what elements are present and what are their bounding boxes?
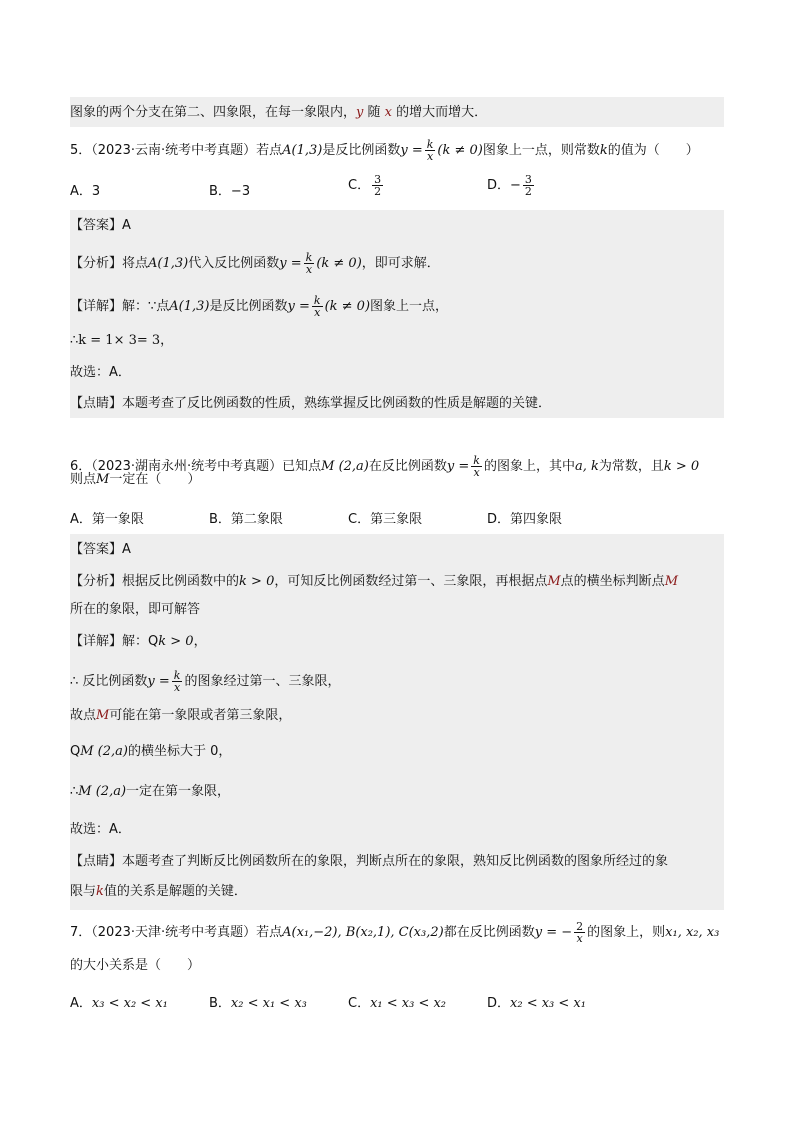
q6-analysis-line2: 所在的象限，即可解答 [70,602,201,617]
q5-opt-a-value: 3 [91,184,101,199]
q7-opt-a-value: x₃ < x₂ < x₁ [91,996,168,1011]
q7-prefix: 7．（2023·天津·统考中考真题）若点 [70,925,283,940]
q5-detail-frac-num: k [313,294,321,307]
q5-fraction [425,139,436,162]
q5-analysis-pre: 将点 [122,256,149,271]
q5-opt-d-label: D． [487,178,511,193]
q5-choose: 故选：A． [70,365,131,380]
q5-detail-fn-cond: (k ≠ 0) [324,299,371,314]
q6-answer-value: A [122,542,131,557]
q6-opt-c-label: C． [348,512,371,527]
q5-detail-tag: 【详解】 [70,299,123,314]
q5-tail: 的值为（ ） [607,143,699,158]
q5-opt-b-label: B． [209,184,231,199]
q7-opt-b-label: B． [209,996,231,1011]
q7-opt-c-label: C． [348,996,371,1011]
q6-opt-d-value: 第四象限 [510,512,563,527]
q6-d5-point: M (2,a) [78,784,127,799]
q5-comment-text: 本题考查了反比例函数的性质，熟练掌握反比例函数的性质是解题的关键． [122,396,552,411]
q7-vars: x₁, x₂, x₃ [665,925,720,940]
q6-d2-frac-num: k [173,669,181,682]
q5-opt-d-sign: − [510,178,521,193]
q6-analysis-M2: M [664,574,678,589]
q5-option-c[interactable] [348,174,385,197]
q6-option-b[interactable] [209,508,283,527]
q5-detail-fraction [312,295,323,318]
q6-d3-M: M [96,708,110,723]
q5-answer-value: A [122,218,131,233]
q5-stem [70,139,699,162]
top-line [70,103,487,123]
q5-analysis-post: ，即可求解． [361,256,440,271]
q6-option-d[interactable] [487,508,562,527]
q6-comment [70,852,668,872]
q5-opt-d-fraction [523,174,534,197]
q6-detail-pre: 解： [122,634,149,649]
q5-opt-d-den: 2 [524,185,532,198]
q6-analysis-mid: ，可知反比例函数经过第一、三象限，再根据点 [274,574,548,589]
q6-comment-tag: 【点睛】 [70,854,123,869]
q6-d2-fraction [172,670,183,693]
top-line-post: 的增大而增大． [391,105,488,120]
q5-option-d[interactable] [487,174,536,197]
q6-detail-line4 [70,742,231,762]
q6-d2-frac-den: x [174,681,181,694]
q7-option-a[interactable] [70,992,168,1011]
q6-d2-post: 的图象经过第一、三象限， [184,674,341,689]
q5-detail-point: A(1,3) [169,299,210,314]
q6-analysis-M: M [547,574,561,589]
q5-option-b[interactable] [209,180,250,199]
q6-option-a[interactable] [70,508,144,527]
q6-comment2-pre: 限与 [70,884,97,899]
q5-post: 图象上一点，则常数 [482,143,600,158]
q6-choose: 故选：A． [70,822,131,837]
q7-stem [70,921,719,944]
q5-detail-fn-lhs: y = [287,299,310,314]
q6-d4-post: 的横坐标大于 0， [127,744,232,759]
var-x: x [384,105,392,120]
q5-analysis-point: A(1,3) [148,256,189,271]
q5-analysis-fn-cond: (k ≠ 0) [316,256,362,271]
q7-stem-line2: 的大小关系是（ ） [70,958,201,973]
q5-comment-tag: 【点睛】 [70,396,123,411]
q7-opt-b-value: x₂ < x₁ < x₃ [230,996,307,1011]
q7-frac-den: x [576,932,583,945]
q6-answer-tag: 【答案】 [70,542,123,557]
q7-fraction [574,921,585,944]
q6-detail [70,632,207,652]
q6-analysis-mid2: 点的横坐标判断点 [560,574,665,589]
top-line-mid: 随 [363,105,385,120]
q6-comment-text1: 本题考查了判断反比例函数所在的象限，判断点所在的象限，熟知反比例函数的图象所经过的象 [122,854,669,869]
q6-line2b: 一定在（ ） [109,472,201,487]
q6-prefix: 6．（2023·湖南永州·统考中考真题）已知点 [70,459,322,474]
q5-analysis-tag: 【分析】 [70,256,123,271]
q5-analysis-frac-den: x [305,263,313,276]
q6-vars: a, k [574,459,599,474]
q6-d2-pre: ∴ 反比例函数 [70,674,148,689]
q6-opt-a-value: 第一象限 [91,512,144,527]
q7-option-b[interactable] [209,992,307,1011]
q6-line2: 则点 [70,472,97,487]
q6-detail-cond: k > 0 [158,634,194,649]
top-line-pre: 图象的两个分支在第二、四象限，在每一象限内， [70,105,357,120]
q5-fn-lhs: y = [400,143,423,158]
q5-calc: ∴k = 1× 3= 3， [70,333,174,348]
q6-frac-num: k [473,454,480,467]
q5-opt-d-num: 3 [524,173,532,186]
q6-post: 的图象上，其中 [483,459,575,474]
q5-mid: 是反比例函数 [322,143,401,158]
q6-comment2-post: 值的关系是解题的关键． [103,884,247,899]
q6-opt-a-label: A． [70,512,92,527]
q5-detail-pre: 解：∵点 [122,299,170,314]
q5-opt-a-label: A． [70,184,92,199]
q7-opt-c-value: x₁ < x₃ < x₂ [370,996,447,1011]
q7-opt-a-label: A． [70,996,92,1011]
q6-analysis-tag: 【分析】 [70,574,123,589]
q6-analysis-pre: 根据反比例函数中的 [122,574,240,589]
q6-option-c[interactable] [348,508,422,527]
q6-M: M [96,472,110,487]
q5-analysis [70,252,440,275]
q5-answer-tag: 【答案】 [70,218,123,233]
q6-d5-post: 一定在第一象限， [126,784,231,799]
q5-analysis-fn-lhs: y = [279,256,302,271]
q6-answer [70,540,131,560]
q6-d4-q: Q [70,744,81,759]
q6-d4-point: M (2,a) [80,744,128,759]
q7-opt-d-value: x₂ < x₃ < x₁ [510,996,586,1011]
q6-detail-tag: 【详解】 [70,634,123,649]
q5-opt-c-fraction [372,174,383,197]
q5-point: A(1,3) [282,143,323,158]
q6-stem-line2 [70,470,200,490]
q5-k: k [599,143,608,158]
q6-detail-line5 [70,782,230,802]
q5-opt-c-num: 3 [374,173,382,186]
q6-post2: 为常数，且 [598,459,664,474]
q6-comment-line2 [70,882,247,902]
q6-detail-line3 [70,706,291,726]
q5-frac-num: k [426,138,434,151]
q5-fn-cond: (k ≠ 0) [437,143,483,158]
q5-answer [70,216,131,236]
q6-opt-b-value: 第二象限 [230,512,283,527]
q7-points: A(x₁,−2), B(x₂,1), C(x₃,2) [282,925,444,940]
q6-opt-c-value: 第三象限 [370,512,423,527]
q7-fn-lhs: y = − [534,925,573,940]
q6-analysis [70,572,678,592]
q6-fn-lhs: y = [446,459,470,474]
q7-option-c[interactable] [348,992,446,1011]
q7-mid: 都在反比例函数 [443,925,535,940]
q7-option-d[interactable] [487,992,586,1011]
q5-prefix: 5．（2023·云南·统考中考真题）若点 [70,143,283,158]
q6-detail-line2 [70,670,340,693]
q6-d3-pre: 故点 [70,708,97,723]
q6-cond: k > 0 [663,459,700,474]
q5-comment [70,394,551,414]
q6-comment2-k: k [96,884,104,899]
q6-frac-den: x [473,466,480,479]
q5-opt-c-den: 2 [374,185,382,198]
q6-fraction [471,455,482,478]
var-y: y [356,105,364,120]
q5-analysis-mid: 代入反比例函数 [188,256,280,271]
q6-opt-b-label: B． [209,512,231,527]
q5-analysis-frac-num: k [305,251,313,264]
q7-post: 的图象上，则 [587,925,666,940]
q5-frac-den: x [426,150,434,163]
q5-detail-frac-den: x [314,306,321,319]
q6-point: M (2,a) [321,459,369,474]
q6-detail-q: Q [148,634,159,649]
q5-detail-mid: 是反比例函数 [209,299,288,314]
q6-analysis-cond: k > 0 [239,574,275,589]
q6-d2-fn-lhs: y = [147,674,170,689]
q5-detail [70,295,448,318]
q7-frac-num: 2 [576,920,584,933]
q5-detail-post: 图象上一点， [370,299,449,314]
q6-mid: 在反比例函数 [368,459,447,474]
q7-opt-d-label: D． [487,996,511,1011]
q6-detail-comma: ， [193,634,207,649]
q6-opt-d-label: D． [487,512,511,527]
q5-opt-c-label: C． [348,178,371,193]
q5-option-a[interactable] [70,180,100,199]
q6-d3-post: 可能在第一象限或者第三象限， [109,708,292,723]
q5-analysis-fraction [304,252,315,275]
q5-opt-b-value: −3 [230,184,251,199]
q6-d5-pre: ∴ [70,784,79,799]
